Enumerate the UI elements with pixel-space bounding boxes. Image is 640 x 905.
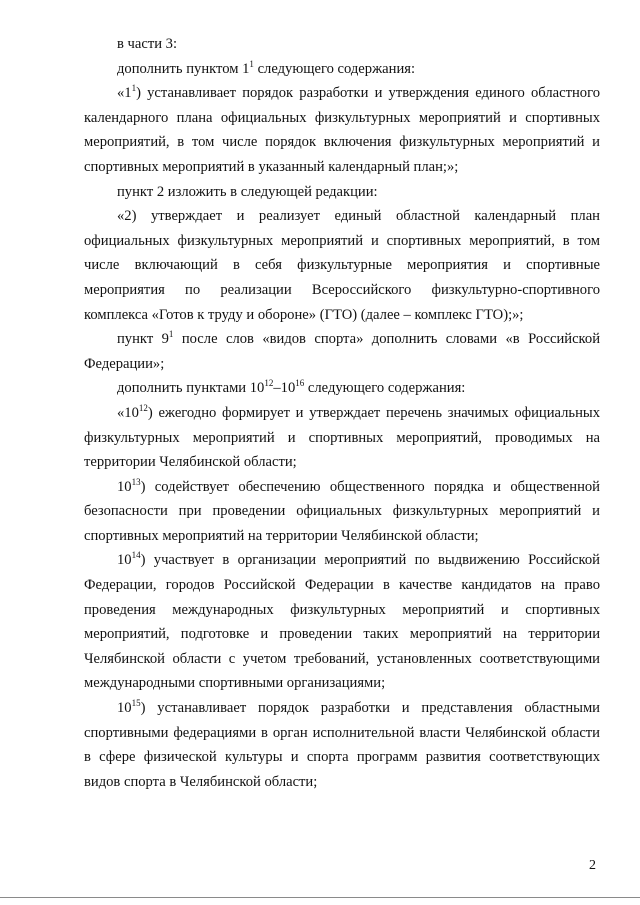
- paragraph-point-10-15: [84, 696, 600, 794]
- paragraph-text: дополнить пунктами 10: [117, 380, 265, 397]
- paragraph-text: в части 3:: [117, 36, 178, 52]
- paragraph-text: «10: [117, 404, 139, 421]
- paragraph-text-tail: ) участвует в организации мероприятий по выдвижению Российской Федерации, городов Российской Федерации в качестве кандидатов на право проведения международных физкультурных мероприятий и спортивных мероприятий, подготовке и проведении таких мероприятий на территории Челябинской области с учетом требований, установленных соответствующими международными спортивными организациями;: [84, 552, 600, 692]
- page-bottom-divider: [0, 897, 640, 898]
- superscript: 14: [131, 550, 141, 561]
- superscript: 12: [264, 378, 274, 389]
- paragraph-point-10-14: [84, 548, 600, 696]
- paragraph-text: «2) утверждает и реализует единый областной календарный план официальных физкультурных мероприятий и спортивных мероприятий, в том числе включающий в себя физкультурные мероприятия и спортивные мероприятия по реализации Всероссийского физкультурно-спортивного комплекса «Готов к труду и обороне» (ГТО) (далее – комплекс ГТО);»;: [84, 208, 600, 323]
- paragraph-text-tail: следующего содержания:: [253, 60, 416, 77]
- paragraph-text: 10: [117, 478, 132, 495]
- paragraph-point-10-12: [84, 401, 600, 475]
- paragraph-point-2-text: [84, 204, 600, 327]
- paragraph-text: пункт 2 изложить в следующей редакции:: [117, 183, 378, 200]
- paragraph-text-tail: ) устанавливает порядок разработки и представления областными спортивными федерациями в орган исполнительной власти Челябинской области в сфере физической культуры и спорта программ развития соответствующих видов спорта в Челябинской области;: [84, 700, 600, 790]
- document-body: [84, 32, 600, 794]
- paragraph-text: дополнить пунктом 1: [117, 60, 250, 77]
- superscript: 1: [168, 329, 174, 340]
- paragraph-text-tail: ) устанавливает порядок разработки и утверждения единого областного календарного плана официальных физкультурных мероприятий и спортивных мероприятий, в том числе порядок включения физкультурных мероприятий и спортивных мероприятий в указанный календарный план;»;: [84, 85, 600, 175]
- paragraph-text: пункт 9: [117, 331, 169, 348]
- paragraph-text-tail: после слов «видов спорта» дополнить словами «в Российской Федерации»;: [84, 331, 601, 372]
- superscript: 1: [131, 83, 137, 94]
- paragraph-text-tail: следующего содержания:: [304, 380, 466, 397]
- paragraph-point-9-1: [84, 327, 600, 376]
- superscript: 1: [249, 58, 254, 69]
- paragraph-text-tail: ) ежегодно формирует и утверждает перечень значимых официальных физкультурных мероприятий и спортивных мероприятий, проводимых на территории Челябинской области;: [84, 404, 600, 471]
- paragraph-point-10-13: [84, 475, 600, 549]
- page-number: 2: [589, 858, 596, 873]
- superscript: 12: [138, 402, 148, 413]
- paragraph-add-points-10: [84, 376, 600, 401]
- paragraph-part-3: [84, 32, 600, 57]
- paragraph-text-middle: –10: [273, 380, 296, 397]
- paragraph-add-point-1-1: [84, 57, 600, 82]
- paragraph-text: «1: [117, 85, 132, 102]
- superscript: 15: [131, 698, 141, 709]
- paragraph-text-tail: ) содействует обеспечению общественного порядка и общественной безопасности при проведении официальных физкультурных мероприятий и спортивных мероприятий на территории Челябинской области;: [84, 478, 600, 544]
- paragraph-point-1-1-text: [84, 81, 600, 179]
- paragraph-text: 10: [117, 700, 132, 717]
- paragraph-text: 10: [117, 552, 132, 569]
- paragraph-point-2-edit: [84, 180, 600, 205]
- superscript: 13: [131, 476, 141, 487]
- superscript: 16: [295, 378, 305, 389]
